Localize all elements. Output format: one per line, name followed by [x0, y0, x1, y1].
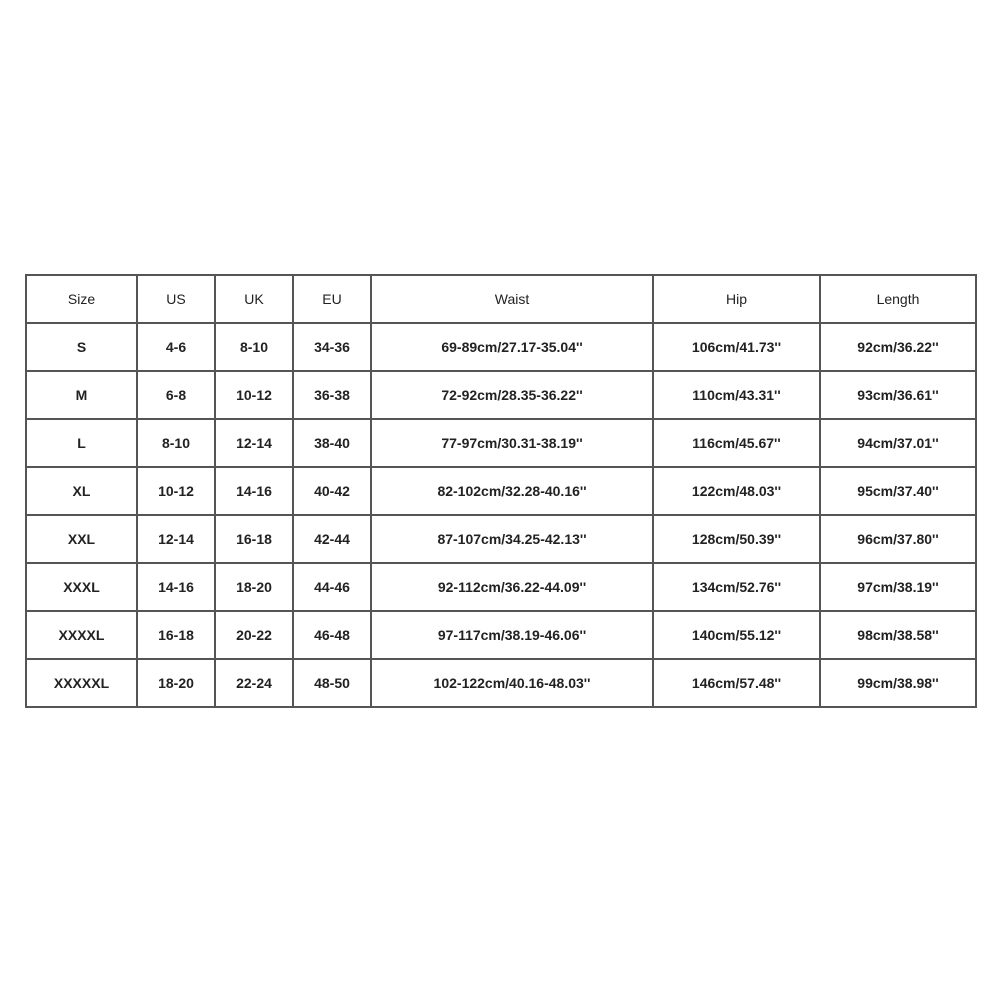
cell-length: 97cm/38.19'': [820, 563, 976, 611]
cell-waist: 72-92cm/28.35-36.22'': [371, 371, 653, 419]
table-row: [26, 467, 976, 515]
cell-length: 95cm/37.40'': [820, 467, 976, 515]
table-row: [26, 323, 976, 371]
cell-size: XXXL: [26, 563, 137, 611]
cell-eu: 40-42: [293, 467, 371, 515]
cell-hip: 116cm/45.67'': [653, 419, 820, 467]
size-chart-table: [25, 274, 977, 708]
cell-uk: 22-24: [215, 659, 293, 707]
cell-eu: 42-44: [293, 515, 371, 563]
cell-hip: 106cm/41.73'': [653, 323, 820, 371]
cell-hip: 110cm/43.31'': [653, 371, 820, 419]
cell-hip: 134cm/52.76'': [653, 563, 820, 611]
cell-eu: 46-48: [293, 611, 371, 659]
cell-size: XXL: [26, 515, 137, 563]
table-row: [26, 515, 976, 563]
cell-size: L: [26, 419, 137, 467]
cell-eu: 48-50: [293, 659, 371, 707]
table-row: [26, 659, 976, 707]
cell-length: 98cm/38.58'': [820, 611, 976, 659]
cell-uk: 20-22: [215, 611, 293, 659]
header-eu: EU: [293, 275, 371, 323]
cell-size: M: [26, 371, 137, 419]
cell-size: XXXXXL: [26, 659, 137, 707]
header-length: Length: [820, 275, 976, 323]
cell-us: 18-20: [137, 659, 215, 707]
cell-length: 94cm/37.01'': [820, 419, 976, 467]
cell-waist: 69-89cm/27.17-35.04'': [371, 323, 653, 371]
table-row: [26, 371, 976, 419]
header-row: [26, 275, 976, 323]
cell-length: 99cm/38.98'': [820, 659, 976, 707]
cell-hip: 128cm/50.39'': [653, 515, 820, 563]
cell-eu: 36-38: [293, 371, 371, 419]
cell-uk: 18-20: [215, 563, 293, 611]
header-size: Size: [26, 275, 137, 323]
cell-us: 6-8: [137, 371, 215, 419]
header-us: US: [137, 275, 215, 323]
cell-waist: 87-107cm/34.25-42.13'': [371, 515, 653, 563]
cell-hip: 146cm/57.48'': [653, 659, 820, 707]
header-waist: Waist: [371, 275, 653, 323]
cell-size: XL: [26, 467, 137, 515]
cell-size: XXXXL: [26, 611, 137, 659]
cell-us: 10-12: [137, 467, 215, 515]
cell-uk: 14-16: [215, 467, 293, 515]
cell-us: 8-10: [137, 419, 215, 467]
cell-uk: 10-12: [215, 371, 293, 419]
cell-us: 4-6: [137, 323, 215, 371]
cell-hip: 122cm/48.03'': [653, 467, 820, 515]
table-row: [26, 563, 976, 611]
table-row: [26, 419, 976, 467]
cell-length: 92cm/36.22'': [820, 323, 976, 371]
cell-hip: 140cm/55.12'': [653, 611, 820, 659]
cell-us: 16-18: [137, 611, 215, 659]
cell-us: 14-16: [137, 563, 215, 611]
cell-waist: 77-97cm/30.31-38.19'': [371, 419, 653, 467]
cell-waist: 92-112cm/36.22-44.09'': [371, 563, 653, 611]
cell-uk: 12-14: [215, 419, 293, 467]
cell-uk: 8-10: [215, 323, 293, 371]
cell-length: 96cm/37.80'': [820, 515, 976, 563]
cell-eu: 38-40: [293, 419, 371, 467]
cell-uk: 16-18: [215, 515, 293, 563]
cell-length: 93cm/36.61'': [820, 371, 976, 419]
cell-size: S: [26, 323, 137, 371]
table-row: [26, 611, 976, 659]
cell-waist: 97-117cm/38.19-46.06'': [371, 611, 653, 659]
cell-waist: 102-122cm/40.16-48.03'': [371, 659, 653, 707]
header-hip: Hip: [653, 275, 820, 323]
cell-waist: 82-102cm/32.28-40.16'': [371, 467, 653, 515]
header-uk: UK: [215, 275, 293, 323]
cell-us: 12-14: [137, 515, 215, 563]
cell-eu: 34-36: [293, 323, 371, 371]
cell-eu: 44-46: [293, 563, 371, 611]
